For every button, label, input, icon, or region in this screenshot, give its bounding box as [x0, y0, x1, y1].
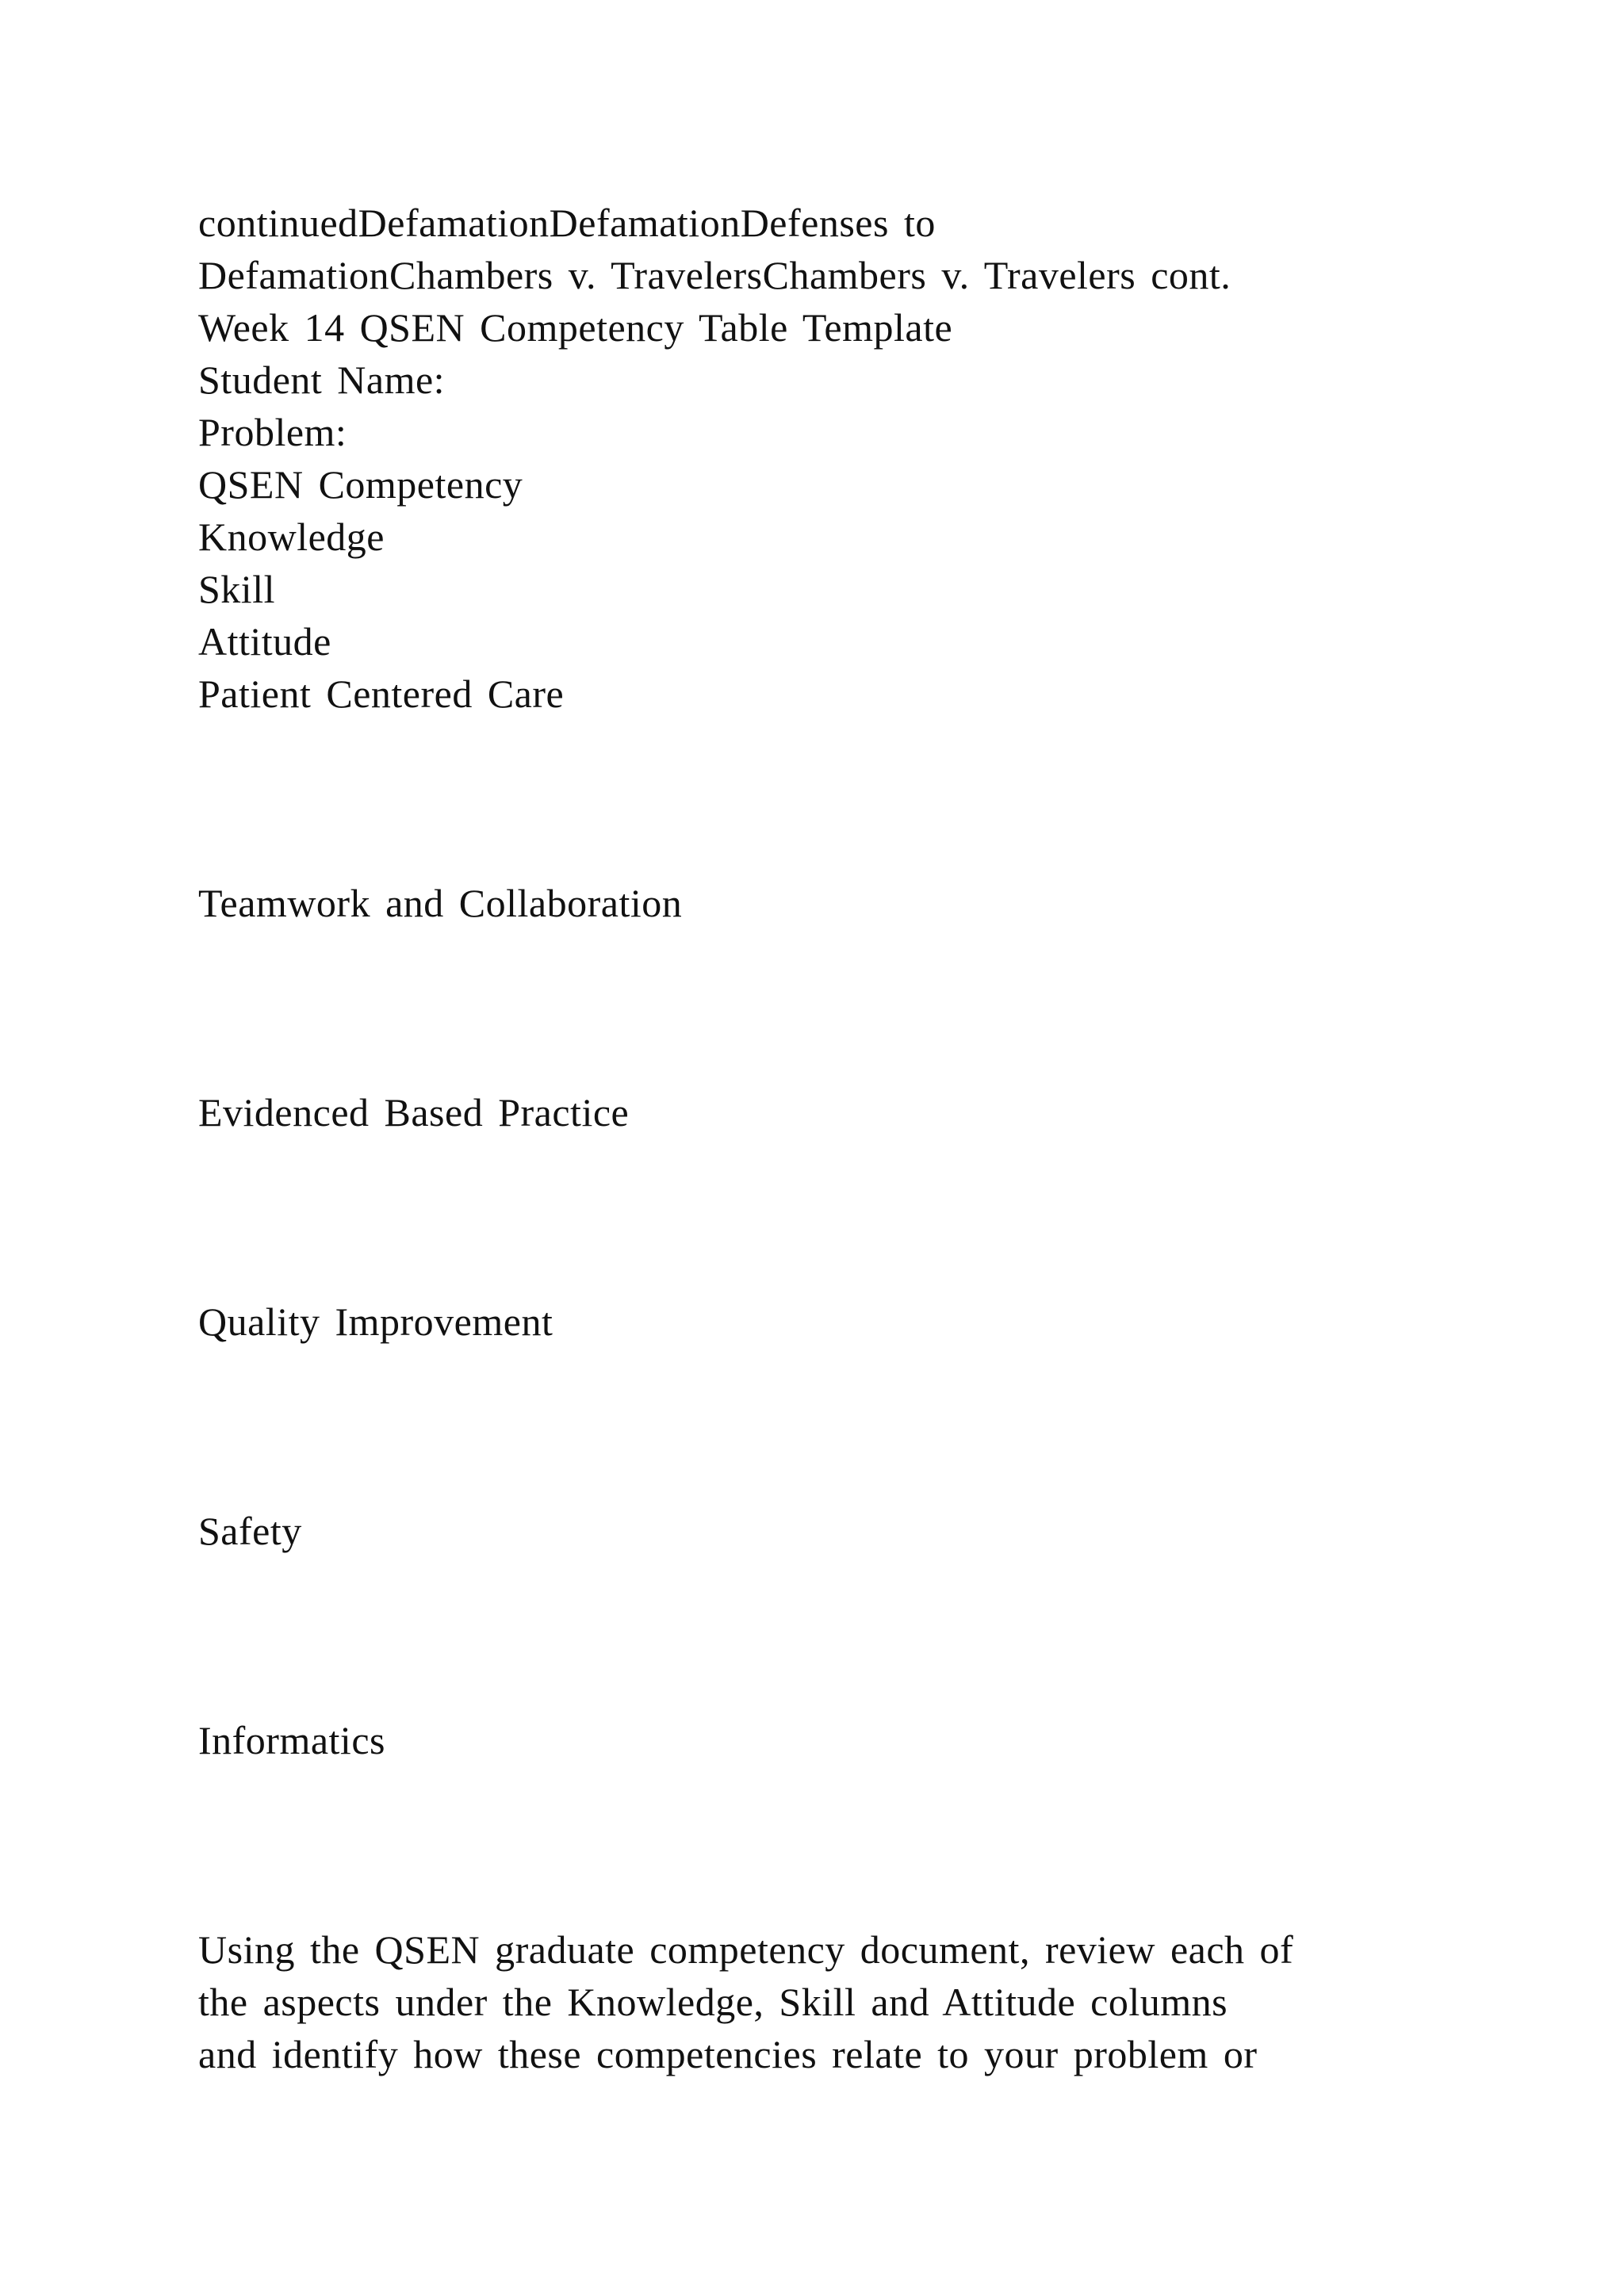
competency-quality-improvement: Quality Improvement [198, 1299, 553, 1344]
column-header-attitude: Attitude [198, 619, 331, 664]
competency-evidenced-based-practice: Evidenced Based Practice [198, 1090, 630, 1135]
document-title: Week 14 QSEN Competency Table Template [198, 305, 953, 350]
competency-patient-centered-care: Patient Centered Care [198, 672, 565, 716]
instructions-line-2: the aspects under the Knowledge, Skill and Attitude columns [198, 1980, 1228, 2024]
competency-teamwork-collaboration: Teamwork and Collaboration [198, 881, 683, 925]
header-line-1: continuedDefamationDefamationDefenses to [198, 201, 936, 245]
instructions-line-1: Using the QSEN graduate competency document, review each of [198, 1927, 1294, 1972]
column-header-knowledge: Knowledge [198, 515, 385, 559]
column-header-qsen-competency: QSEN Competency [198, 462, 523, 507]
column-header-skill: Skill [198, 567, 275, 611]
competency-safety: Safety [198, 1509, 302, 1553]
student-name-label: Student Name: [198, 358, 446, 402]
header-line-2: DefamationChambers v. TravelersChambers v. Travelers cont. [198, 253, 1231, 297]
competency-informatics: Informatics [198, 1718, 385, 1762]
instructions-line-3: and identify how these competencies relate to your problem or [198, 2032, 1258, 2076]
problem-label: Problem: [198, 410, 347, 454]
